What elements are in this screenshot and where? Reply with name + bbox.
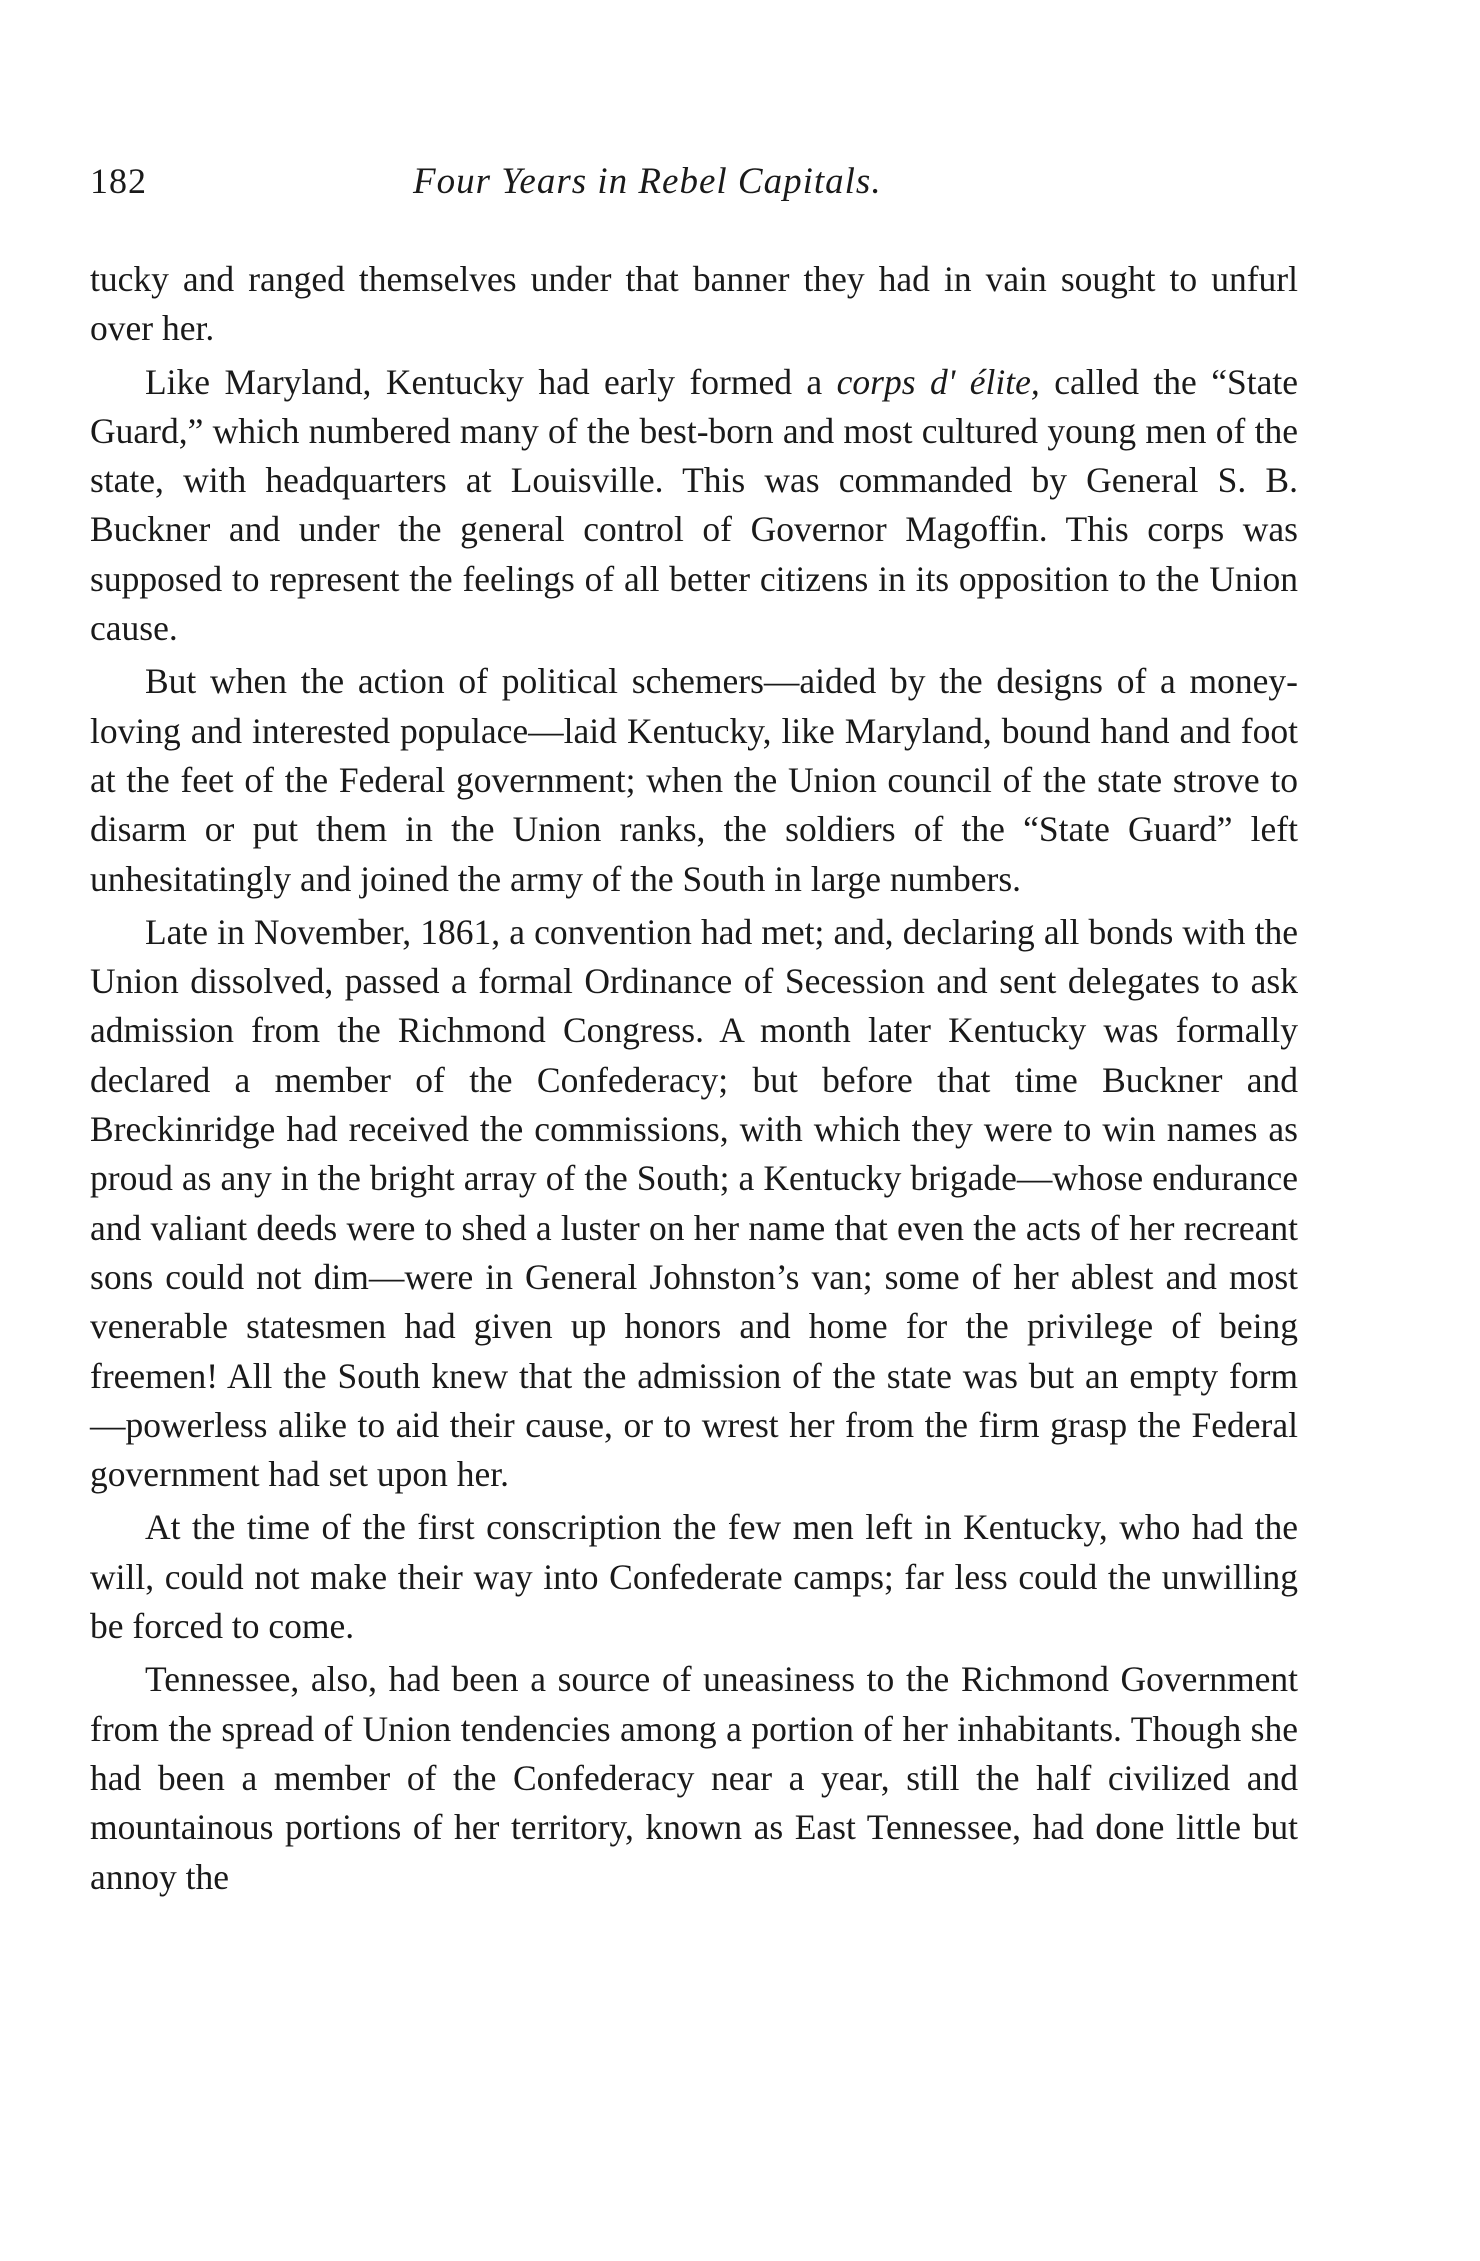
page-header [90,160,1305,220]
paragraph-political-schemers [90,657,1298,903]
paragraph-continued [90,255,1298,354]
paragraph-text: Tennessee, also, had been a source of uneasiness to the Richmond Government from the spread of Union tendencies among a portion of her inhabitants. Though she had been a member of the Confederacy near a year, still the half civilized and mountainous portions of her territory, known as East Tennessee, had done little but annoy the [90,1659,1298,1897]
paragraph-convention [90,908,1298,1500]
paragraph-tennessee [90,1655,1298,1901]
running-title: Four Years in Rebel Capitals. [413,161,882,202]
paragraph-text: But when the action of political schemers—aided by the designs of a money-loving and interested populace—laid Kentucky, like Maryland, bound hand and foot at the feet of the Federal government; when the Union council of the state strove to disarm or put them in the Union ranks, the soldiers of the “State Guard” left unhesitatingly and joined the army of the South in large numbers. [90,661,1298,899]
paragraph-text: Late in November, 1861, a convention had met; and, declaring all bonds with the Union dissolved, passed a formal Ordinance of Secession and sent delegates to ask admission from the Richmond Congress. A month later Kentucky was formally declared a member of the Confederacy; but before that time Buckner and Breckinridge had received the commissions, with which they were to win names as proud as any in the bright array of the South; a Kentucky brigade—whose endurance and valiant deeds were to shed a luster on her name that even the acts of her recreant sons could not dim—were in General Johnston’s van; some of her ablest and most venerable statesmen had given up honors and home for the privilege of being freemen! All the South knew that the admission of the state was but an empty form—powerless alike to aid their cause, or to wrest her from the firm grasp the Federal government had set upon her. [90,911,1298,1495]
body-text [90,255,1298,1906]
italic-phrase: corps d' élite, [836,361,1040,402]
paragraph-text-end: called the “State Guard,” which numbered many of the best-born and most cultured young men of the state, with headquarters at Louisville. This was commanded by General S. B. Buckner and under the general control of Governor Magoffin. This corps was supposed to represent the feelings of all better citizens in its opposition to the Union cause. [90,361,1298,649]
page-number: 182 [90,161,147,201]
paragraph-conscription [90,1503,1298,1651]
paragraph-text-start: Like Maryland, Kentucky had early formed a [145,361,837,402]
paragraph-text: At the time of the first conscription the few men left in Kentucky, who had the will, could not make their way into Confederate camps; far less could the unwilling be forced to come. [90,1507,1298,1647]
paragraph-text: tucky and ranged themselves under that banner they had in vain sought to unfurl over her. [90,259,1298,349]
paragraph-state-guard [90,358,1298,654]
